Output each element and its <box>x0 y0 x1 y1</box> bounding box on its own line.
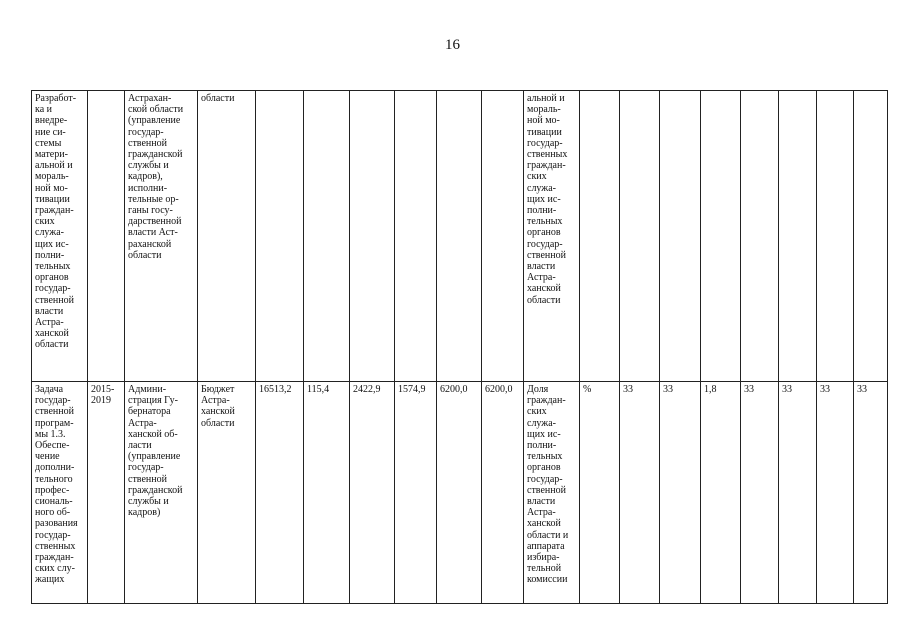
indicator-value-cell: 33 <box>620 382 660 604</box>
amount-year-cell: 115,4 <box>304 382 350 604</box>
indicator-name-cell: Доля граждан- ских служа- щих ис- полни- тельных органов государ- ственной власти Астра- ханской области и аппарата избира- тельной комиссии <box>524 382 580 604</box>
table-row <box>32 382 888 604</box>
amount-year-cell: 6200,0 <box>437 382 482 604</box>
indicator-value-cell: 33 <box>779 382 817 604</box>
amount-total-cell: 16513,2 <box>256 382 304 604</box>
funding-source-cell: области <box>198 91 256 382</box>
amount-year-cell <box>350 91 395 382</box>
period-cell <box>88 91 125 382</box>
indicator-value-cell: 33 <box>741 382 779 604</box>
page-number: 16 <box>445 37 460 53</box>
funding-source-cell: Бюджет Астра- ханской области <box>198 382 256 604</box>
table-row <box>32 91 888 382</box>
task-name-cell: Разработ- ка и внедре- ние си- стемы матери- альной и мораль- ной мо- тивации граждан- ских служа- щих ис- полни- тельных органов государ- ственной власти Астра- ханской области <box>32 91 88 382</box>
task-name-cell: Задача государ- ственной програм- мы 1.3. Обеспе- чение дополни- тельного профес- сиональ- ного об- разования государ- ственных граждан- ских слу- жащих <box>32 382 88 604</box>
indicator-name-cell: альной и мораль- ной мо- тивации государ- ственных граждан- ских служа- щих ис- полни- тельных органов государ- ственной власти Астра- ханской области <box>524 91 580 382</box>
indicator-value-cell: 33 <box>660 382 701 604</box>
indicator-value-cell <box>817 91 854 382</box>
indicator-value-cell: 1,8 <box>701 382 741 604</box>
executor-cell: Астрахан- ской области (управление государ- ственной гражданской службы и кадров), исполни- тельные ор- ганы госу- дарственной власти Аст- раханской области <box>125 91 198 382</box>
indicator-value-cell <box>779 91 817 382</box>
amount-year-cell: 1574,9 <box>395 382 437 604</box>
indicator-value-cell: 33 <box>854 382 888 604</box>
indicator-value-cell: 33 <box>817 382 854 604</box>
indicator-value-cell <box>741 91 779 382</box>
amount-year-cell <box>437 91 482 382</box>
indicator-value-cell <box>660 91 701 382</box>
amount-year-cell <box>304 91 350 382</box>
amount-total-cell <box>256 91 304 382</box>
amount-year-cell <box>395 91 437 382</box>
executor-cell: Админи- страция Гу- бернатора Астра- ханской об- ласти (управление государ- ственной гражданской службы и кадров) <box>125 382 198 604</box>
amount-year-cell: 6200,0 <box>482 382 524 604</box>
indicator-value-cell <box>854 91 888 382</box>
program-table <box>31 90 888 604</box>
period-cell: 2015- 2019 <box>88 382 125 604</box>
amount-year-cell <box>482 91 524 382</box>
indicator-value-cell <box>701 91 741 382</box>
indicator-value-cell <box>620 91 660 382</box>
unit-cell: % <box>580 382 620 604</box>
unit-cell <box>580 91 620 382</box>
amount-year-cell: 2422,9 <box>350 382 395 604</box>
